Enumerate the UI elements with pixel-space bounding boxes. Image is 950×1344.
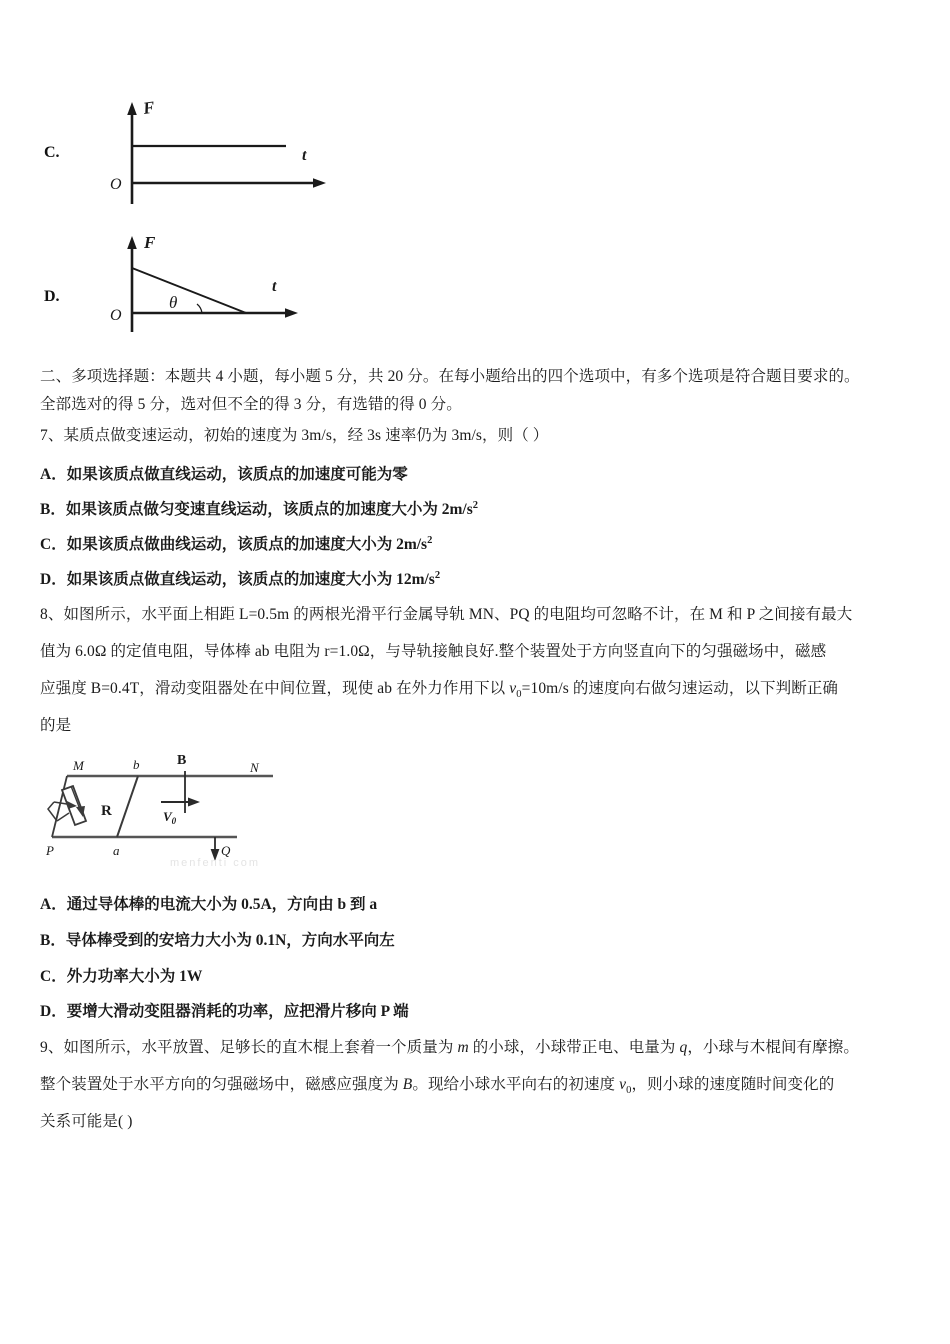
label-R: R: [101, 803, 112, 819]
choice-graph-d-label: D.: [44, 288, 60, 305]
question-9-line3: 关系可能是( ): [40, 1113, 133, 1130]
svg-text:O: O: [110, 307, 122, 324]
label-P: P: [46, 843, 54, 858]
label-v0: $V_0$: [163, 809, 177, 826]
question-9-mass-symbol: m: [457, 1039, 469, 1056]
question-8-option-a[interactable]: [40, 893, 915, 917]
section-heading-line1: 二、多项选择题：本题共 4 小题，每小题 5 分，共 20 分。在每小题给出的四个选项中，有多个选项是符合题目要求的。: [40, 368, 860, 385]
question-9-line1-c: ，小球与木棍间有摩擦。: [687, 1039, 859, 1056]
question-7-option-c[interactable]: [40, 533, 915, 557]
question-8-option-b[interactable]: [40, 929, 915, 953]
question-8-stem-line3-b: =10m/s 的速度向右做匀速运动，以下判断正确: [521, 680, 839, 697]
svg-text:F: F: [144, 233, 156, 252]
question-9-field-symbol: B: [402, 1076, 413, 1093]
question-8-option-a-label: A．: [40, 896, 67, 913]
question-8-circuit-figure: [45, 745, 325, 885]
question-8-velocity-symbol: v: [509, 680, 517, 697]
svg-text:t: t: [272, 278, 277, 295]
choice-graph-d: [44, 228, 344, 338]
label-B: B: [177, 753, 187, 768]
question-8-stem-line3-a: 应强度 B=0.4T，滑动变阻器处在中间位置，现使 ab 在外力作用下以: [40, 680, 510, 697]
label-M: M: [73, 758, 84, 773]
question-8-option-c-text: 外力功率大小为 1W: [66, 968, 203, 985]
question-9-line2-b: 。现给小球水平向右的初速度: [412, 1076, 620, 1093]
question-7-option-d-label: D．: [40, 571, 67, 588]
question-8-stem-line2: 值为 6.0Ω 的定值电阻，导体棒 ab 电阻为 r=1.0Ω，与导轨接触良好.整个装置处于方向竖直向下的匀强磁场中，磁感: [40, 643, 827, 660]
question-9-velocity-subscript: 0: [626, 1085, 632, 1097]
question-7-option-a-label: A．: [40, 466, 67, 483]
choice-graph-c-svg: [74, 96, 344, 208]
question-9-line2-c: ，则小球的速度随时间变化的: [631, 1076, 835, 1093]
label-N: N: [250, 760, 259, 775]
question-8-option-c[interactable]: [40, 965, 915, 989]
question-7-option-b[interactable]: [40, 498, 915, 522]
question-7-option-d-text: 如果该质点做直线运动，该质点的加速度大小为 12m/s: [66, 571, 435, 588]
question-9-line1-b: 的小球，小球带正电、电量为: [468, 1039, 680, 1056]
question-7-option-b-text: 如果该质点做匀变速直线运动，该质点的加速度大小为 2m/s: [65, 501, 473, 518]
choice-graph-c: [44, 96, 344, 208]
question-8-option-b-text: 导体棒受到的安培力大小为 0.1N，方向水平向左: [65, 932, 395, 949]
question-7-stem: 7、某质点做变速运动，初始的速度为 3m/s，经 3s 速率仍为 3m/s，则（ ）: [40, 427, 549, 444]
question-7-option-c-sup: 2: [427, 534, 433, 546]
question-7-option-a-text: 如果该质点做直线运动，该质点的加速度可能为零: [66, 466, 408, 483]
question-9-charge-symbol: q: [679, 1039, 688, 1056]
question-9-line1: [40, 1033, 918, 1063]
question-8-stem-line3: [40, 674, 918, 704]
question-8-option-b-label: B．: [40, 932, 66, 949]
question-8-option-c-label: C．: [40, 968, 67, 985]
svg-text:O: O: [110, 176, 122, 193]
question-9-line2-a: 整个装置处于水平方向的匀强磁场中，磁感应强度为: [40, 1076, 403, 1093]
question-7-option-a[interactable]: [40, 463, 915, 487]
question-7-option-d-sup: 2: [434, 569, 441, 581]
question-9-velocity-symbol: v: [619, 1076, 627, 1093]
svg-text:θ: θ: [169, 293, 178, 312]
choice-graph-c-label: C.: [44, 144, 60, 161]
question-9-line1-a: 9、如图所示，水平放置、足够长的直木棍上套着一个质量为: [40, 1039, 458, 1056]
choice-graph-d-svg: [74, 228, 344, 338]
question-8-option-a-text: 通过导体棒的电流大小为 0.5A，方向由 b 到 a: [66, 896, 378, 913]
label-b: b: [133, 757, 140, 772]
question-7-option-b-sup: 2: [472, 499, 478, 511]
svg-text:t: t: [302, 147, 307, 164]
question-8-stem-line1: 8、如图所示，水平面上相距 L=0.5m 的两根光滑平行金属导轨 MN、PQ 的电阻均可忽略不计，在 M 和 P 之间接有最大: [40, 606, 853, 623]
question-8-option-d-text: 要增大滑动变阻器消耗的功率，应把滑片移向 P 端: [66, 1003, 409, 1020]
figure-watermark: menfenti com: [170, 857, 261, 869]
question-9-line2: [40, 1070, 918, 1100]
question-8-option-d[interactable]: [40, 1000, 915, 1024]
question-7-option-b-label: B．: [40, 501, 66, 518]
question-8-stem-line4: 的是: [40, 717, 72, 734]
svg-text:F: F: [141, 97, 156, 118]
rheostat-symbol: [48, 786, 86, 825]
question-7-option-d[interactable]: [40, 568, 915, 592]
question-7-option-c-label: C．: [40, 536, 67, 553]
question-8-velocity-subscript: 0: [516, 689, 522, 701]
question-7-option-c-text: 如果该质点做曲线运动，该质点的加速度大小为 2m/s: [66, 536, 428, 553]
label-Q: Q: [221, 843, 231, 858]
section-heading-line2: 全部选对的得 5 分，选对但不全的得 3 分，有选错的得 0 分。: [40, 396, 462, 413]
label-a: a: [113, 843, 120, 858]
question-8-option-d-label: D．: [40, 1003, 67, 1020]
